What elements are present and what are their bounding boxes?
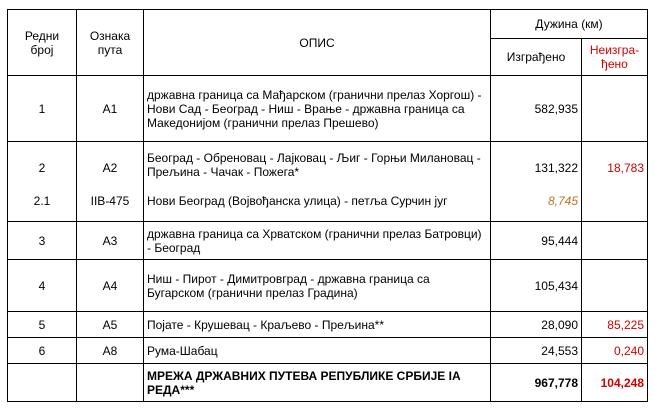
row-2-built-cell [491, 142, 582, 222]
row-2-1-number: 2.1 [33, 193, 51, 208]
row-6-number: 6 [8, 338, 77, 364]
total-unbuilt: 104,248 [582, 364, 648, 402]
row-6-description: Рума-Шабац [144, 338, 491, 364]
row-2-1-description: Нови Београд (Војвођанска улица) - петља Сурчин југ [147, 193, 448, 208]
row-6-unbuilt: 0,240 [582, 338, 648, 364]
row-4-road: А4 [77, 260, 144, 312]
row-5-number: 5 [8, 312, 77, 338]
row-3-road: А3 [77, 222, 144, 260]
row-3-unbuilt [582, 222, 648, 260]
row-2-number: 2 [38, 160, 46, 175]
total-label: МРЕЖА ДРЖАВНИХ ПУТЕВА РЕПУБЛИКЕ СРБИЈЕ IА РЕДА*** [144, 364, 491, 402]
row-1-unbuilt [582, 76, 648, 142]
roads-table [7, 9, 648, 402]
total-built: 967,778 [491, 364, 582, 402]
row-6-built: 24,553 [491, 338, 582, 364]
row-2-1-unbuilt [585, 187, 644, 215]
row-2-number-cell [8, 142, 77, 222]
row-2-1-built: 8,745 [547, 193, 578, 208]
row-2-unbuilt-cell [582, 142, 648, 222]
row-5-road: А5 [77, 312, 144, 338]
row-3-description: државна граница са Хрватском (гранични прелаз Батровци) - Београд [144, 222, 491, 260]
row-2-1-road: IIB-475 [90, 193, 130, 208]
row-1-number: 1 [8, 76, 77, 142]
row-4-built: 105,434 [491, 260, 582, 312]
row-2-road-cell [77, 142, 144, 222]
row-2-description-cell [144, 142, 491, 222]
row-5-built: 28,090 [491, 312, 582, 338]
row-2-built: 131,322 [534, 160, 578, 175]
row-4-number: 4 [8, 260, 77, 312]
row-5-unbuilt: 85,225 [582, 312, 648, 338]
row-3-built: 95,444 [491, 222, 582, 260]
row-5-description: Појате - Крушевац - Краљево - Прељина** [144, 312, 491, 338]
total-empty-road [77, 364, 144, 402]
header-description: ОПИС [144, 10, 491, 76]
row-1-description: државна граница са Мађарском (гранични прелаз Хоргош) - Нови Сад - Београд - Ниш - Врање - државна граница са Македонијом (гранични прелаз Прешево) [144, 76, 491, 142]
row-2-road: А2 [102, 160, 118, 175]
row-2-description: Београд - Обреновац - Лајковац - Љиг - Горњи Милановац - Прељина - Чачак - Пожега* [147, 150, 481, 179]
header-built: Изграђено [491, 39, 582, 76]
header-number: Редни број [8, 10, 77, 76]
row-1-road: А1 [77, 76, 144, 142]
header-road-code: Ознака пута [77, 10, 144, 76]
row-4-unbuilt [582, 260, 648, 312]
row-6-road: А8 [77, 338, 144, 364]
row-4-description: Ниш - Пирот - Димитровград - државна граница са Бугарском (гранични прелаз Градина) [144, 260, 491, 312]
total-empty-number [8, 364, 77, 402]
header-length: Дужина (км) [491, 10, 648, 39]
row-3-number: 3 [8, 222, 77, 260]
row-1-built: 582,935 [491, 76, 582, 142]
header-unbuilt: Неизгра-ђено [582, 39, 648, 76]
row-2-unbuilt: 18,783 [607, 160, 644, 175]
